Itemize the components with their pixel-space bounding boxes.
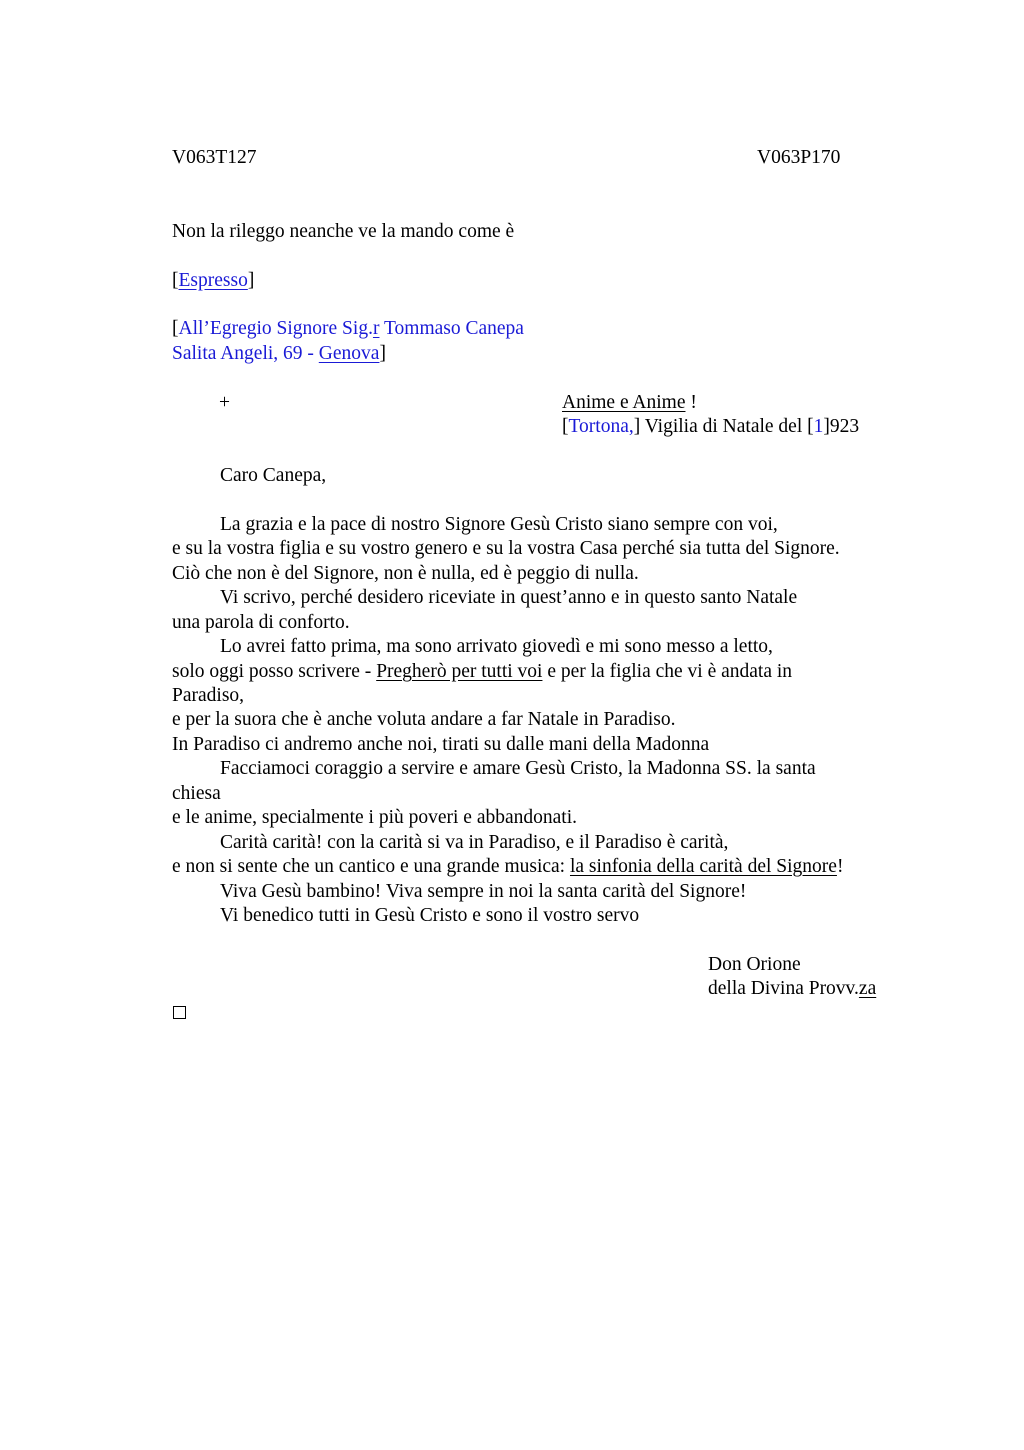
signature-name: Don Orione: [708, 954, 801, 975]
body-line: Carità carità! con la carità si va in Paradiso, e il Paradiso è carità,: [220, 832, 729, 853]
body-line: In Paradiso ci andremo anche noi, tirati su dalle mani della Madonna: [172, 734, 710, 755]
signature-title: della Divina Provv.za: [708, 978, 877, 999]
body-line: Facciamoci coraggio a servire e amare Gesù Cristo, la Madonna SS. la santa: [220, 758, 816, 779]
body-line: Lo avrei fatto prima, ma sono arrivato giovedì e mi sono messo a letto,: [220, 636, 773, 657]
body-line: Paradiso,: [172, 685, 245, 706]
body-line: e le anime, specialmente i più poveri e abbandonati.: [172, 807, 578, 828]
espresso-label: Espresso: [178, 270, 248, 291]
body-line: Vi scrivo, perché desidero riceviate in quest’anno e in questo santo Natale: [220, 587, 798, 608]
body-line: e per la suora che è anche voluta andare a far Natale in Paradiso.: [172, 709, 676, 730]
body-line: La grazia e la pace di nostro Signore Gesù Cristo siano sempre con voi,: [220, 514, 778, 535]
letter-date: [Tortona,] Vigilia di Natale del [1]923: [562, 416, 860, 437]
body-line: Ciò che non è del Signore, non è nulla, ed è peggio di nulla.: [172, 563, 639, 584]
motto: Anime e Anime !: [562, 392, 697, 413]
body-line: solo oggi posso scrivere - Pregherò per tutti voi e per la figlia che vi è andata in: [172, 661, 793, 682]
body-line: e non si sente che un cantico e una grande musica: la sinfonia della carità del Signore!: [172, 856, 844, 877]
salutation: Caro Canepa,: [220, 465, 327, 486]
cross-symbol: +: [219, 392, 230, 413]
body-line: una parola di conforto.: [172, 612, 350, 633]
body-line: chiesa: [172, 783, 221, 804]
body-line: Vi benedico tutti in Gesù Cristo e sono il vostro servo: [220, 905, 640, 926]
document-code-left: V063T127: [172, 147, 257, 168]
checkbox-icon: [173, 1006, 186, 1019]
body-line: e su la vostra figlia e su vostro genero e su la vostra Casa perché sia tutta del Signore.: [172, 538, 840, 559]
address-line-1: [All’Egregio Signore Sig.r Tommaso Canepa: [172, 318, 524, 339]
document-code-right: V063P170: [757, 147, 841, 168]
handwritten-note: Non la rileggo neanche ve la mando come è: [172, 221, 515, 242]
address-line-2: Salita Angeli, 69 - Genova]: [172, 343, 386, 364]
body-line: Viva Gesù bambino! Viva sempre in noi la santa carità del Signore!: [220, 881, 747, 902]
espresso-marking: [Espresso]: [172, 270, 255, 291]
